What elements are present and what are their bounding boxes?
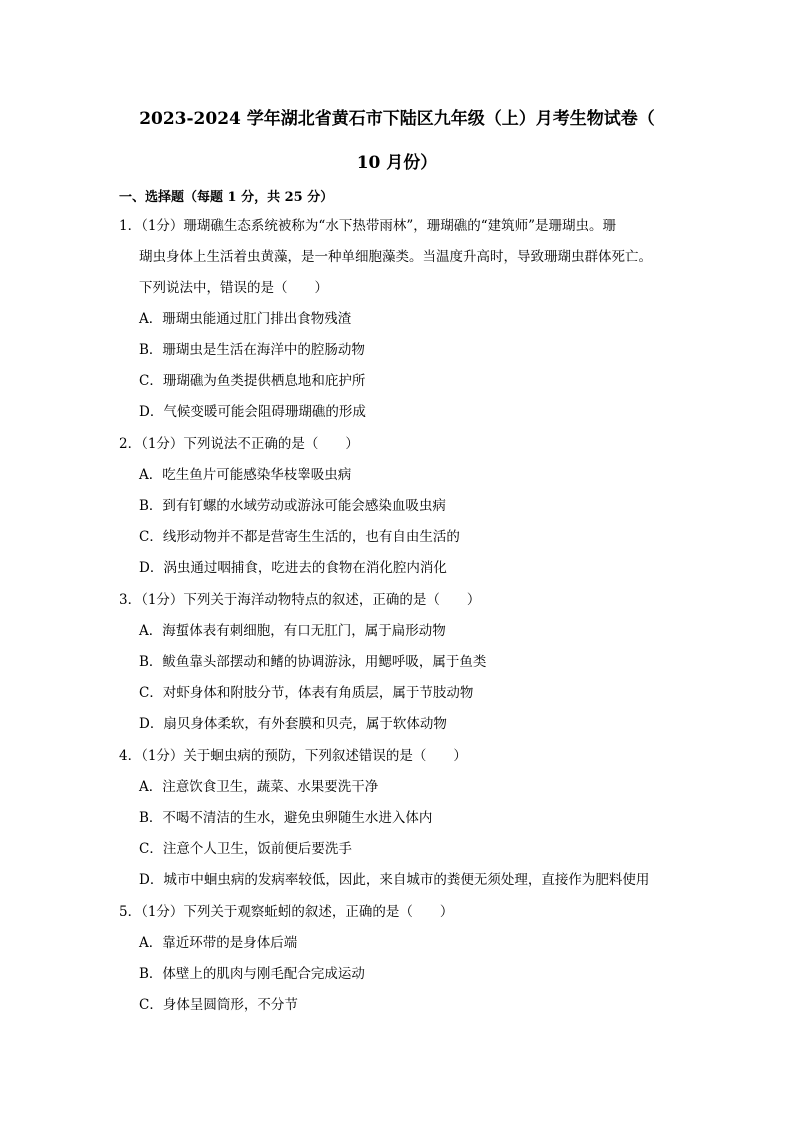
question-4-stem-line-1: 4．（1分）关于蛔虫病的预防，下列叙述错误的是（ ） xyxy=(119,748,467,764)
question-3-option-b: B．鲅鱼靠头部摆动和鳍的协调游泳，用鳃呼吸，属于鱼类 xyxy=(139,654,487,670)
exam-title-line-2: 10 月份） xyxy=(356,153,438,173)
question-2-stem-line-1: 2．（1分）下列说法不正确的是（ ） xyxy=(119,436,359,452)
question-4-option-d: D．城市中蛔虫病的发病率较低，因此，来自城市的粪便无须处理，直接作为肥料使用 xyxy=(139,872,650,888)
question-1-option-b: B．珊瑚虫是生活在海洋中的腔肠动物 xyxy=(139,342,365,358)
question-1-option-d: D．气候变暖可能会阻碍珊瑚礁的形成 xyxy=(139,404,366,420)
question-3-option-a: A．海蜇体表有刺细胞，有口无肛门，属于扁形动物 xyxy=(139,623,446,639)
question-3 xyxy=(119,585,689,740)
question-3-option-c: C．对虾身体和附肢分节，体表有角质层，属于节肢动物 xyxy=(139,685,474,701)
question-1-stem-line-3: 下列说法中，错误的是（ ） xyxy=(139,280,328,296)
question-2 xyxy=(119,429,689,584)
question-5-option-c: C．身体呈圆筒形，不分节 xyxy=(139,997,298,1013)
question-5-stem-line-1: 5．（1分）下列关于观察蚯蚓的叙述，正确的是（ ） xyxy=(119,904,454,920)
question-3-option-d: D．扇贝身体柔软，有外套膜和贝壳，属于软体动物 xyxy=(139,716,447,732)
question-1-stem-line-1: 1．（1分）珊瑚礁生态系统被称为“水下热带雨林”，珊瑚礁的“建筑师”是珊瑚虫。珊 xyxy=(119,218,617,234)
question-5-option-a: A．靠近环带的是身体后端 xyxy=(139,935,298,951)
question-1-option-c: C．珊瑚礁为鱼类提供栖息地和庇护所 xyxy=(139,373,366,389)
question-1 xyxy=(119,211,689,428)
question-4-option-a: A．注意饮食卫生，蔬菜、水果要洗干净 xyxy=(139,779,379,795)
section-heading: 一、选择题（每题 1 分，共 25 分） xyxy=(119,190,334,205)
question-1-option-a: A．珊瑚虫能通过肛门排出食物残渣 xyxy=(139,311,352,327)
question-1-stem-line-2: 瑚虫身体上生活着虫黄藻，是一种单细胞藻类。当温度升高时，导致珊瑚虫群体死亡。 xyxy=(139,249,652,265)
question-2-option-a: A．吃生鱼片可能感染华枝睾吸虫病 xyxy=(139,467,352,483)
question-2-option-b: B．到有钉螺的水域劳动或游泳可能会感染血吸虫病 xyxy=(139,498,446,514)
question-5-option-b: B．体壁上的肌肉与刚毛配合完成运动 xyxy=(139,966,365,982)
exam-title-line-1: 2023-2024 学年湖北省黄石市下陆区九年级（上）月考生物试卷（ xyxy=(139,109,655,129)
question-5 xyxy=(119,897,689,1021)
question-4-option-c: C．注意个人卫生，饭前便后要洗手 xyxy=(139,841,352,857)
question-4 xyxy=(119,741,689,896)
question-3-stem-line-1: 3．（1分）下列关于海洋动物特点的叙述，正确的是（ ） xyxy=(119,592,481,608)
question-2-option-c: C．线形动物并不都是营寄生生活的，也有自由生活的 xyxy=(139,529,460,545)
question-4-option-b: B．不喝不清洁的生水，避免虫卵随生水进入体内 xyxy=(139,810,433,826)
question-2-option-d: D．涡虫通过咽捕食，吃进去的食物在消化腔内消化 xyxy=(139,560,447,576)
